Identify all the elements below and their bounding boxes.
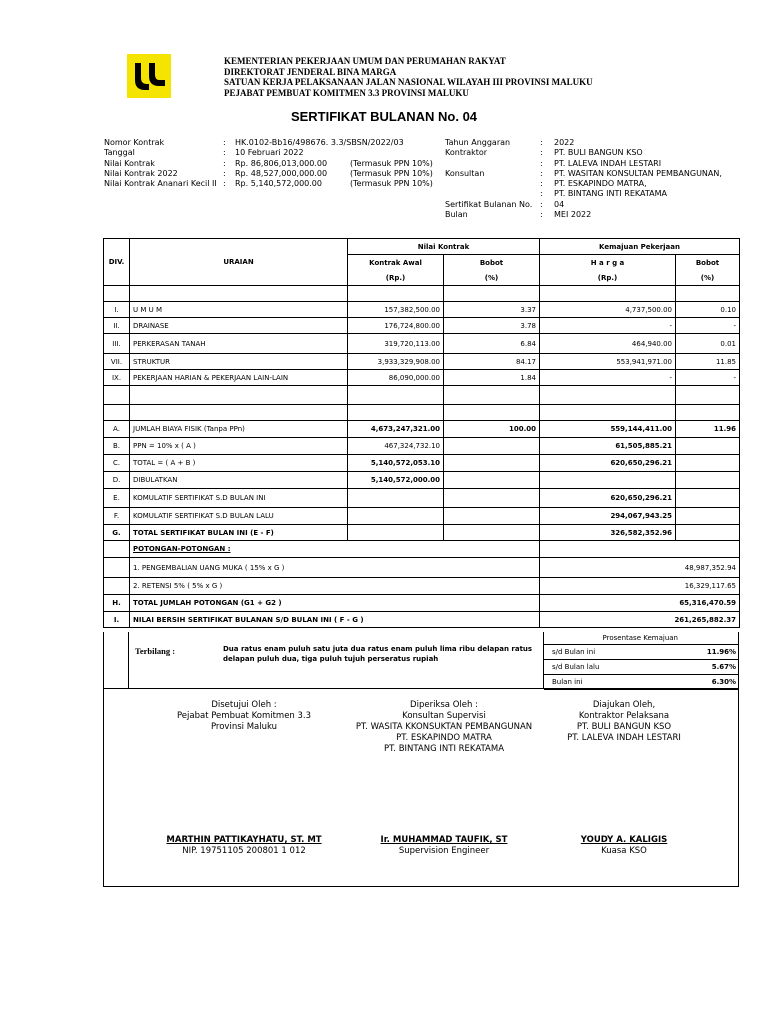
prosentase-row <box>544 660 738 675</box>
spacer <box>540 405 676 421</box>
label-nilai-kontrak: Nilai Kontrak <box>104 158 155 168</box>
nilai-bersih-row <box>104 612 740 628</box>
row-awal <box>348 489 444 508</box>
row-harga: - <box>540 318 676 334</box>
row-awal: 467,324,732.10 <box>348 438 444 455</box>
summary-row-b <box>104 438 740 455</box>
label-bulan: Bulan <box>445 210 468 220</box>
potongan-header: POTONGAN-POTONGAN : <box>130 541 540 558</box>
row-bobot <box>444 455 540 472</box>
table-row <box>104 370 740 386</box>
row-awal: 319,720,113.00 <box>348 334 444 354</box>
prosentase-box <box>543 632 739 688</box>
spacer <box>348 286 444 302</box>
contract-info-right-colons <box>540 138 543 220</box>
note <box>350 148 433 158</box>
row-awal: 176,724,800.00 <box>348 318 444 334</box>
colon: : <box>540 189 543 199</box>
sig-line: Diajukan Oleh, <box>592 700 656 710</box>
potongan-value: 48,987,352.94 <box>540 558 740 578</box>
value-nilai-kontrak: Rp. 86,806,013,000.00 <box>235 158 328 168</box>
sig-line: PT. BINTANG INTI REKATAMA <box>383 744 505 754</box>
table-row <box>104 302 740 318</box>
value-konsultan-1: PT. WASITAN KONSULTAN PEMBANGUNAN, <box>554 168 722 178</box>
uraian-header: URAIAN <box>130 239 348 286</box>
spacer <box>130 286 348 302</box>
row-name: TOTAL SERTIFIKAT BULAN INI (E - F) <box>130 525 348 541</box>
terbilang-line-1: Dua ratus enam puluh satu juta dua ratus enam puluh lima ribu delapan ratus <box>223 645 533 653</box>
sig-line: Kontraktor Pelaksana <box>578 711 670 721</box>
row-div: F. <box>104 508 130 525</box>
spacer <box>104 541 130 558</box>
value-nilai-kontrak-ananari: Rp. 5,140,572,000.00 <box>235 179 322 189</box>
row-div: E. <box>104 489 130 508</box>
kemajuan-header: Kemajuan Pekerjaan <box>540 239 740 255</box>
row-bobot: 6.84 <box>444 334 540 354</box>
sig-line: PT. ESKAPINDO MATRA <box>396 733 492 743</box>
header-line-2: DIREKTORAT JENDERAL BINA MARGA <box>224 66 397 77</box>
signer-role: Supervision Engineer <box>398 846 490 856</box>
label-nilai-kontrak-2022: Nilai Kontrak 2022 <box>104 168 178 178</box>
sig-line: Provinsi Maluku <box>210 722 278 732</box>
header-line-3: SATUAN KERJA PELAKSANAAN JALAN NASIONAL WILAYAH III PROVINSI MALUKU <box>224 77 593 87</box>
summary-row-f <box>104 508 740 525</box>
spacer <box>676 405 740 421</box>
value-konsultan-3: PT. BINTANG INTI REKATAMA <box>554 189 667 199</box>
row-bobot <box>444 508 540 525</box>
spacer <box>130 405 348 421</box>
row-awal <box>348 525 444 541</box>
row-bobot2: - <box>676 370 740 386</box>
colon: : <box>540 138 543 147</box>
colon: : <box>223 148 226 158</box>
row-name: DRAINASE <box>130 318 348 334</box>
row-bobot2: 11.85 <box>676 354 740 370</box>
table-row <box>104 318 740 334</box>
row-bobot2 <box>676 525 740 541</box>
colon: : <box>540 148 543 158</box>
signature-section <box>103 688 739 887</box>
colon: : <box>223 138 226 147</box>
row-bobot: 3.78 <box>444 318 540 334</box>
signature-reviewer <box>334 700 554 755</box>
value-nilai-kontrak-2022: Rp. 48,527,000,000.00 <box>235 168 328 178</box>
row-bobot: 84.17 <box>444 354 540 370</box>
potongan-row <box>104 558 740 578</box>
rp-unit: (Rp.) <box>348 270 444 286</box>
spacer <box>104 405 130 421</box>
row-div: III. <box>104 334 130 354</box>
spacer <box>676 286 740 302</box>
row-bobot2 <box>676 508 740 525</box>
row-bobot <box>444 472 540 489</box>
row-div: B. <box>104 438 130 455</box>
row-harga: 620,650,296.21 <box>540 455 676 472</box>
summary-row-g <box>104 525 740 541</box>
signer-reviewer <box>334 835 554 857</box>
spacer <box>540 286 676 302</box>
row-bobot2 <box>676 455 740 472</box>
spacer <box>348 386 444 405</box>
institution-header <box>224 56 593 98</box>
sig-line: PT. LALEVA INDAH LESTARI <box>567 733 681 743</box>
pct-unit: (%) <box>676 270 740 286</box>
row-name: PERKERASAN TANAH <box>130 334 348 354</box>
row-bobot: 3.37 <box>444 302 540 318</box>
table-row <box>104 354 740 370</box>
row-div: VII. <box>104 354 130 370</box>
row-bobot2: - <box>676 318 740 334</box>
row-bobot2 <box>676 438 740 455</box>
signer-name: Ir. MUHAMMAD TAUFIK, ST <box>380 835 508 845</box>
nilai-bersih-value: 261,265,882.37 <box>540 612 740 628</box>
terbilang-label: Terbilang : <box>135 646 176 656</box>
terbilang-line-2: delapan puluh dua, tiga puluh tujuh perseratus rupiah <box>223 655 439 663</box>
prosentase-value: 11.96% <box>706 648 736 656</box>
label-sertifikat-no: Sertifikat Bulanan No. <box>445 199 533 209</box>
document-title: SERTIFIKAT BULANAN No. 04 <box>290 109 478 124</box>
contract-info-notes <box>350 138 433 189</box>
potongan-row <box>104 578 740 595</box>
signature-approver <box>134 700 354 733</box>
colon: : <box>540 199 543 209</box>
prosentase-label: s/d Bulan ini <box>552 648 596 656</box>
colon: : <box>223 179 226 189</box>
note-ppn: (Termasuk PPN 10%) <box>350 158 433 168</box>
contract-info-right-labels <box>445 138 532 220</box>
note-ppn: (Termasuk PPN 10%) <box>350 179 433 189</box>
signer-name: YOUDY A. KALIGIS <box>580 835 668 845</box>
row-div: I. <box>104 612 130 628</box>
row-bobot: 1.84 <box>444 370 540 386</box>
header-line-1: KEMENTERIAN PEKERJAAN UMUM DAN PERUMAHAN RAKYAT <box>224 56 506 66</box>
value-konsultan-2: PT. ESKAPINDO MATRA, <box>554 179 647 189</box>
sig-line: PT. BULI BANGUN KSO <box>576 722 672 732</box>
div-header: DIV. <box>104 239 130 286</box>
prosentase-value: 5.67% <box>711 663 736 671</box>
spacer <box>104 286 130 302</box>
sig-line: Konsultan Supervisi <box>402 711 486 721</box>
total-potongan-value: 65,316,470.59 <box>540 595 740 612</box>
row-div: I. <box>104 302 130 318</box>
kontrak-awal-header: Kontrak Awal <box>348 255 444 271</box>
row-bobot2 <box>676 472 740 489</box>
row-awal: 4,673,247,321.00 <box>348 421 444 438</box>
label-empty <box>445 179 532 189</box>
row-name: STRUKTUR <box>130 354 348 370</box>
spacer <box>444 286 540 302</box>
terbilang-left-cell <box>103 632 129 688</box>
spacer <box>676 386 740 405</box>
row-harga: 559,144,411.00 <box>540 421 676 438</box>
row-name: KOMULATIF SERTIFIKAT S.D BULAN LALU <box>130 508 348 525</box>
label-empty <box>445 189 532 199</box>
row-name: JUMLAH BIAYA FISIK (Tanpa PPn) <box>130 421 348 438</box>
label-kontraktor: Kontraktor <box>445 148 488 158</box>
nilai-kontrak-header: Nilai Kontrak <box>348 239 540 255</box>
signature-contractor <box>524 700 724 744</box>
colon: : <box>540 179 543 189</box>
prosentase-row <box>544 645 738 660</box>
bobot-header: Bobot <box>444 255 540 271</box>
row-awal: 157,382,500.00 <box>348 302 444 318</box>
harga-header: H a r g a <box>540 255 676 271</box>
summary-row-a <box>104 421 740 438</box>
spacer <box>540 541 740 558</box>
row-harga <box>540 472 676 489</box>
signer-role: Kuasa KSO <box>601 846 647 856</box>
colon: : <box>540 158 543 168</box>
label-tanggal: Tanggal <box>104 148 135 158</box>
row-div: C. <box>104 455 130 472</box>
nilai-bersih-name: NILAI BERSIH SERTIFIKAT BULANAN S/D BULAN INI ( F - G ) <box>130 612 540 628</box>
terbilang-text <box>223 644 532 664</box>
rp-unit: (Rp.) <box>540 270 676 286</box>
row-harga: - <box>540 370 676 386</box>
note-ppn: (Termasuk PPN 10%) <box>350 168 433 178</box>
row-awal: 86,090,000.00 <box>348 370 444 386</box>
row-awal: 5,140,572,000.00 <box>348 472 444 489</box>
row-bobot2 <box>676 489 740 508</box>
summary-row-c <box>104 455 740 472</box>
header-line-4: PEJABAT PEMBUAT KOMITMEN 3.3 PROVINSI MALUKU <box>224 87 469 98</box>
row-div: D. <box>104 472 130 489</box>
row-awal: 3,933,329,908.00 <box>348 354 444 370</box>
terbilang-section <box>103 632 739 688</box>
row-harga: 294,067,943.25 <box>540 508 676 525</box>
label-tahun-anggaran: Tahun Anggaran <box>445 138 511 147</box>
spacer <box>444 405 540 421</box>
contract-info-labels <box>104 138 217 189</box>
row-name: DIBULATKAN <box>130 472 348 489</box>
spacer <box>130 386 348 405</box>
pct-unit: (%) <box>444 270 540 286</box>
prosentase-label: s/d Bulan lalu <box>552 663 600 671</box>
row-name: U M U M <box>130 302 348 318</box>
row-bobot2: 0.10 <box>676 302 740 318</box>
total-potongan-name: TOTAL JUMLAH POTONGAN (G1 + G2 ) <box>130 595 540 612</box>
row-name: TOTAL = ( A + B ) <box>130 455 348 472</box>
value-tahun-anggaran: 2022 <box>554 138 575 147</box>
spacer <box>104 386 130 405</box>
row-name: PPN = 10% x ( A ) <box>130 438 348 455</box>
row-name: PEKERJAAN HARIAN & PEKERJAAN LAIN-LAIN <box>130 370 348 386</box>
potongan-header-row <box>104 541 740 558</box>
row-div: IX. <box>104 370 130 386</box>
row-name: KOMULATIF SERTIFIKAT S.D BULAN INI <box>130 489 348 508</box>
value-kontraktor-2: PT. LALEVA INDAH LESTARI <box>554 158 662 168</box>
signer-name: MARTHIN PATTIKAYHATU, ST. MT <box>166 835 322 845</box>
row-bobot2: 0.01 <box>676 334 740 354</box>
value-bulan: MEI 2022 <box>554 210 592 220</box>
divider <box>104 688 738 689</box>
row-harga: 326,582,352.96 <box>540 525 676 541</box>
sig-line: PT. WASITA KKONSUKTAN PEMBANGUNAN <box>355 722 533 732</box>
signer-nip: NIP. 19751105 200801 1 012 <box>182 846 306 856</box>
prosentase-label: Bulan ini <box>552 678 583 686</box>
row-div: G. <box>104 525 130 541</box>
signer-approver <box>134 835 354 857</box>
prosentase-value: 6.30% <box>711 678 736 686</box>
row-bobot: 100.00 <box>444 421 540 438</box>
spacer <box>348 405 444 421</box>
row-harga: 620,650,296.21 <box>540 489 676 508</box>
summary-row-e <box>104 489 740 508</box>
value-nomor-kontrak: HK.0102-Bb16/498676. 3.3/SBSN/2022/03 <box>235 138 404 147</box>
row-awal: 5,140,572,053.10 <box>348 455 444 472</box>
row-bobot <box>444 525 540 541</box>
row-harga: 464,940.00 <box>540 334 676 354</box>
colon: : <box>540 168 543 178</box>
row-bobot <box>444 438 540 455</box>
contract-info-right-values <box>554 138 722 220</box>
spacer <box>540 386 676 405</box>
potongan-name: 2. RETENSI 5% ( 5% x G ) <box>130 578 540 595</box>
row-harga: 61,505,885.21 <box>540 438 676 455</box>
row-awal <box>348 508 444 525</box>
row-div: H. <box>104 595 130 612</box>
total-potongan-row <box>104 595 740 612</box>
value-kontraktor-1: PT. BULI BANGUN KSO <box>554 148 643 158</box>
contract-info-colons <box>223 138 226 189</box>
spacer <box>104 558 130 578</box>
potongan-name: 1. PENGEMBALIAN UANG MUKA ( 15% x G ) <box>130 558 540 578</box>
label-nilai-kontrak-ananari: Nilai Kontrak Ananari Kecil II <box>104 179 217 189</box>
sig-line: Diperiksa Oleh : <box>410 700 478 710</box>
certificate-table <box>103 238 740 628</box>
row-harga: 4,737,500.00 <box>540 302 676 318</box>
value-tanggal: 10 Februari 2022 <box>235 148 304 158</box>
bobot2-header: Bobot <box>676 255 740 271</box>
spacer <box>104 578 130 595</box>
colon: : <box>223 158 226 168</box>
potongan-value: 16,329,117.65 <box>540 578 740 595</box>
signer-contractor <box>524 835 724 857</box>
pupr-logo-icon <box>127 54 171 98</box>
row-div: II. <box>104 318 130 334</box>
colon: : <box>223 168 226 178</box>
row-bobot2: 11.96 <box>676 421 740 438</box>
prosentase-header: Prosentase Kemajuan <box>544 632 738 645</box>
note <box>350 138 433 148</box>
row-bobot <box>444 489 540 508</box>
label-konsultan: Konsultan <box>445 168 485 178</box>
sig-line: Pejabat Pembuat Komitmen 3.3 <box>176 711 312 721</box>
row-harga: 553,941,971.00 <box>540 354 676 370</box>
summary-row-d <box>104 472 740 489</box>
label-empty <box>445 159 532 169</box>
spacer <box>444 386 540 405</box>
colon: : <box>540 210 543 220</box>
row-div: A. <box>104 421 130 438</box>
sig-line: Disetujui Oleh : <box>211 700 277 710</box>
value-sertifikat-no: 04 <box>554 199 565 209</box>
label-nomor-kontrak: Nomor Kontrak <box>104 138 165 147</box>
table-row <box>104 334 740 354</box>
